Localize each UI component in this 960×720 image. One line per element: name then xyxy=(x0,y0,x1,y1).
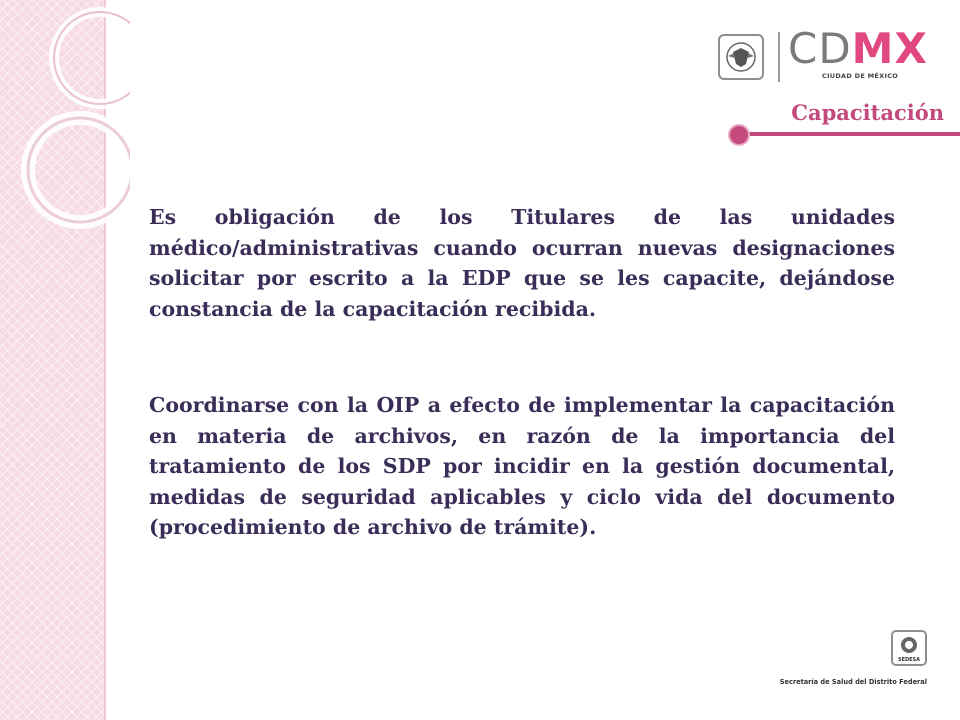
section-title: Capacitación xyxy=(791,100,944,125)
logo-cd-text: CD xyxy=(788,24,852,73)
eagle-seal-icon xyxy=(718,34,764,80)
paragraph-2: Coordinarse con la OIP a efecto de implementar la capacitación en materia de archivos, en razón de la importancia del tratamiento de los SDP por incidir en la gestión documental, medidas de seguridad aplicables y ciclo vida del documento (procedimiento de archivo de trámite). xyxy=(149,393,895,539)
sedesa-label: SEDESA xyxy=(897,657,921,663)
sedesa-seal-icon xyxy=(891,630,927,666)
logo-subtitle: CIUDAD DE MÉXICO xyxy=(822,72,899,80)
logo-mx-text: MX xyxy=(851,24,928,73)
footer-institution-text: Secretaría de Salud del Distrito Federal xyxy=(779,678,927,686)
paragraph-1: Es obligación de los Titulares de las unidades médico/administrativas cuando ocurran nuevas designaciones solicitar por escrito a la EDP que se les capacite, dejándose constancia de la capacitación recibida. xyxy=(149,205,895,321)
cdmx-wordmark xyxy=(788,26,928,72)
cdmx-logo xyxy=(718,24,938,86)
decorative-circles xyxy=(0,0,130,260)
title-underline xyxy=(732,132,960,136)
logo-divider xyxy=(778,32,780,82)
title-bullet-dot xyxy=(726,122,752,148)
